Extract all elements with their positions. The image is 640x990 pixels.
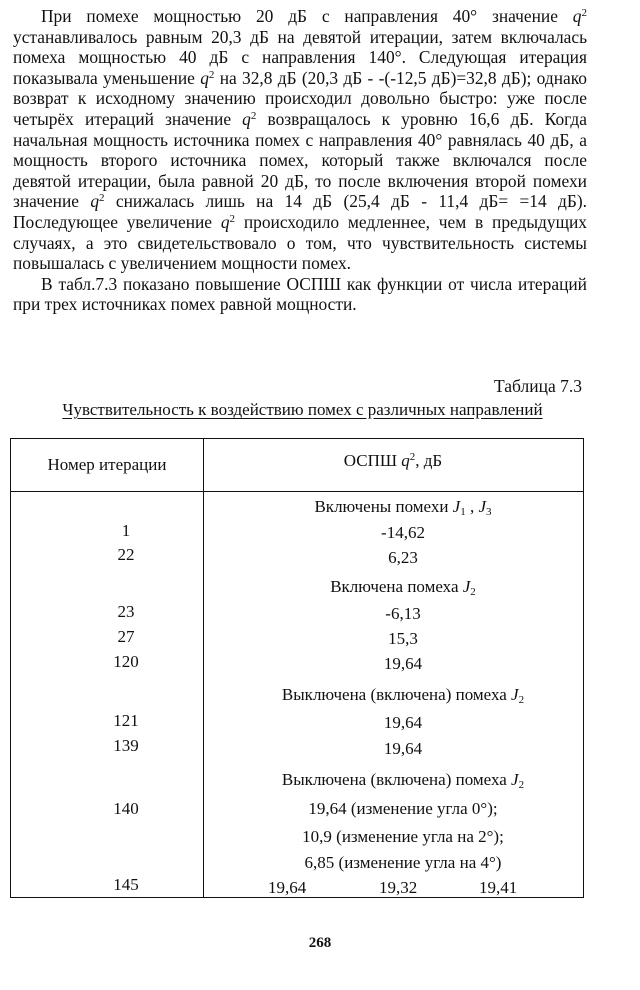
table-row-8-iteration: 140: [113, 799, 139, 818]
table-row-2-value: 6,23: [388, 548, 418, 567]
table-row-8-value: 19,64 (изменение угла 0°);: [308, 799, 498, 818]
var-q: q: [90, 191, 100, 212]
p1-part2: устанавливалось равным 20,3 дБ на девятой итерации, затем включалась помеха мощностью 40 дБ с направления 140°. Следующая итерация показывала уменьшение: [13, 26, 587, 88]
snr-header-suffix: , дБ: [415, 451, 443, 470]
group1-prefix: Включены помехи: [314, 497, 453, 516]
column-header-iteration: Номер итерации: [47, 455, 167, 474]
var-q: q: [572, 6, 582, 26]
table-row-4-iteration: 27: [117, 627, 135, 646]
column-header-snr: [203, 451, 583, 471]
table-row-1-value: -14,62: [381, 523, 425, 542]
p1-part4: возвращалось к уровню 16,6 дБ. Когда начальная мощность источника помех с направления 40° равнялась 40 дБ, а мощность второго источника помех, который также включался после девятой итерации, была равной 20 дБ, то после включения второй помехи значение: [13, 108, 587, 212]
table-row-3-iteration: 23: [117, 602, 135, 621]
table-row-7-value: 19,64: [383, 739, 423, 758]
exp-2: 2: [99, 192, 105, 205]
group2-prefix: Включена помеха: [330, 577, 463, 596]
group2-s: 2: [470, 585, 476, 598]
group3-s: 2: [518, 693, 525, 706]
table-row-11-value-1: 19,64: [268, 878, 307, 897]
table-row-5-iteration: 120: [113, 652, 139, 671]
var-q: q: [242, 108, 251, 129]
p1-part1: При помехе мощностью 20 дБ с направления 40° значение: [41, 6, 573, 26]
table-label: Таблица 7.3: [494, 376, 582, 396]
paragraph-2: В табл.7.3 показано повышение ОСПШ как функции от числа итераций при трех источниках помех равной мощности.: [13, 273, 587, 315]
group1-sep: ,: [465, 497, 479, 516]
p1-part3: на 32,8 дБ (20,3 дБ - -(-12,5 дБ)=32,8 дБ); однако возврат к исходному значению происходил довольно быстро: уже после четырёх итераций значение: [13, 67, 587, 129]
table-title: Чувствительность к воздействию помех с различных направлений: [62, 400, 543, 419]
header-separator: [11, 491, 583, 492]
group-header-1: [203, 497, 603, 517]
table-row-11-value-3: 19,41: [479, 878, 518, 897]
table-row-11-iteration: 145: [113, 875, 139, 894]
table-row-4-value: 15,3: [388, 629, 418, 648]
group2-j: J: [462, 577, 471, 596]
table-row-3-value: -6,13: [385, 604, 421, 623]
paragraph-1: [13, 6, 587, 274]
table-row-9-value: 10,9 (изменение угла на 2°);: [302, 827, 504, 846]
group-header-4: [203, 770, 603, 790]
snr-header-var: q: [401, 451, 410, 470]
group1-s1: 1: [460, 505, 466, 518]
group-header-2: [203, 577, 603, 597]
page-number: 268: [308, 935, 332, 951]
table-row-6-iteration: 121: [113, 711, 139, 730]
group1-s2: 3: [486, 505, 492, 518]
snr-header-prefix: ОСПШ: [343, 451, 402, 470]
body-text: [13, 6, 587, 315]
table-row-5-value: 19,64: [383, 654, 423, 673]
table-row-1-iteration: 1: [121, 521, 131, 540]
snr-header-exp: 2: [409, 450, 416, 463]
table-row-2-iteration: 22: [117, 545, 135, 564]
table-row-7-iteration: 139: [113, 736, 139, 755]
group3-j: J: [511, 685, 519, 704]
table-row-10-value: 6,85 (изменение угла на 4°): [304, 853, 502, 872]
exp-2: 2: [250, 109, 257, 122]
group4-j: J: [511, 770, 519, 789]
table-row-11-value-2: 19,32: [379, 878, 418, 897]
group-header-3: [203, 685, 603, 705]
exp-2: 2: [581, 6, 587, 19]
p1-part5: снижалась лишь на 14 дБ (25,4 дБ - 11,4 дБ= =14 дБ). Последующее увеличение: [13, 191, 587, 232]
group1-j1: J: [452, 497, 461, 516]
data-table: [10, 438, 584, 898]
table-row-6-value: 19,64: [383, 713, 423, 732]
exp-2: 2: [229, 212, 236, 225]
p1-part6: происходило медленнее, чем в предыдущих случаях, а это свидетельствовало о том, что чувствительность системы повышалась с увеличением мощности помех.: [13, 211, 587, 274]
group4-prefix: Выключена (включена) помеха: [281, 770, 512, 789]
var-q: q: [200, 67, 209, 88]
group3-prefix: Выключена (включена) помеха: [281, 685, 512, 704]
group1-j2: J: [478, 497, 487, 516]
var-q: q: [220, 211, 230, 232]
group4-s: 2: [518, 778, 525, 791]
exp-2: 2: [208, 68, 215, 81]
